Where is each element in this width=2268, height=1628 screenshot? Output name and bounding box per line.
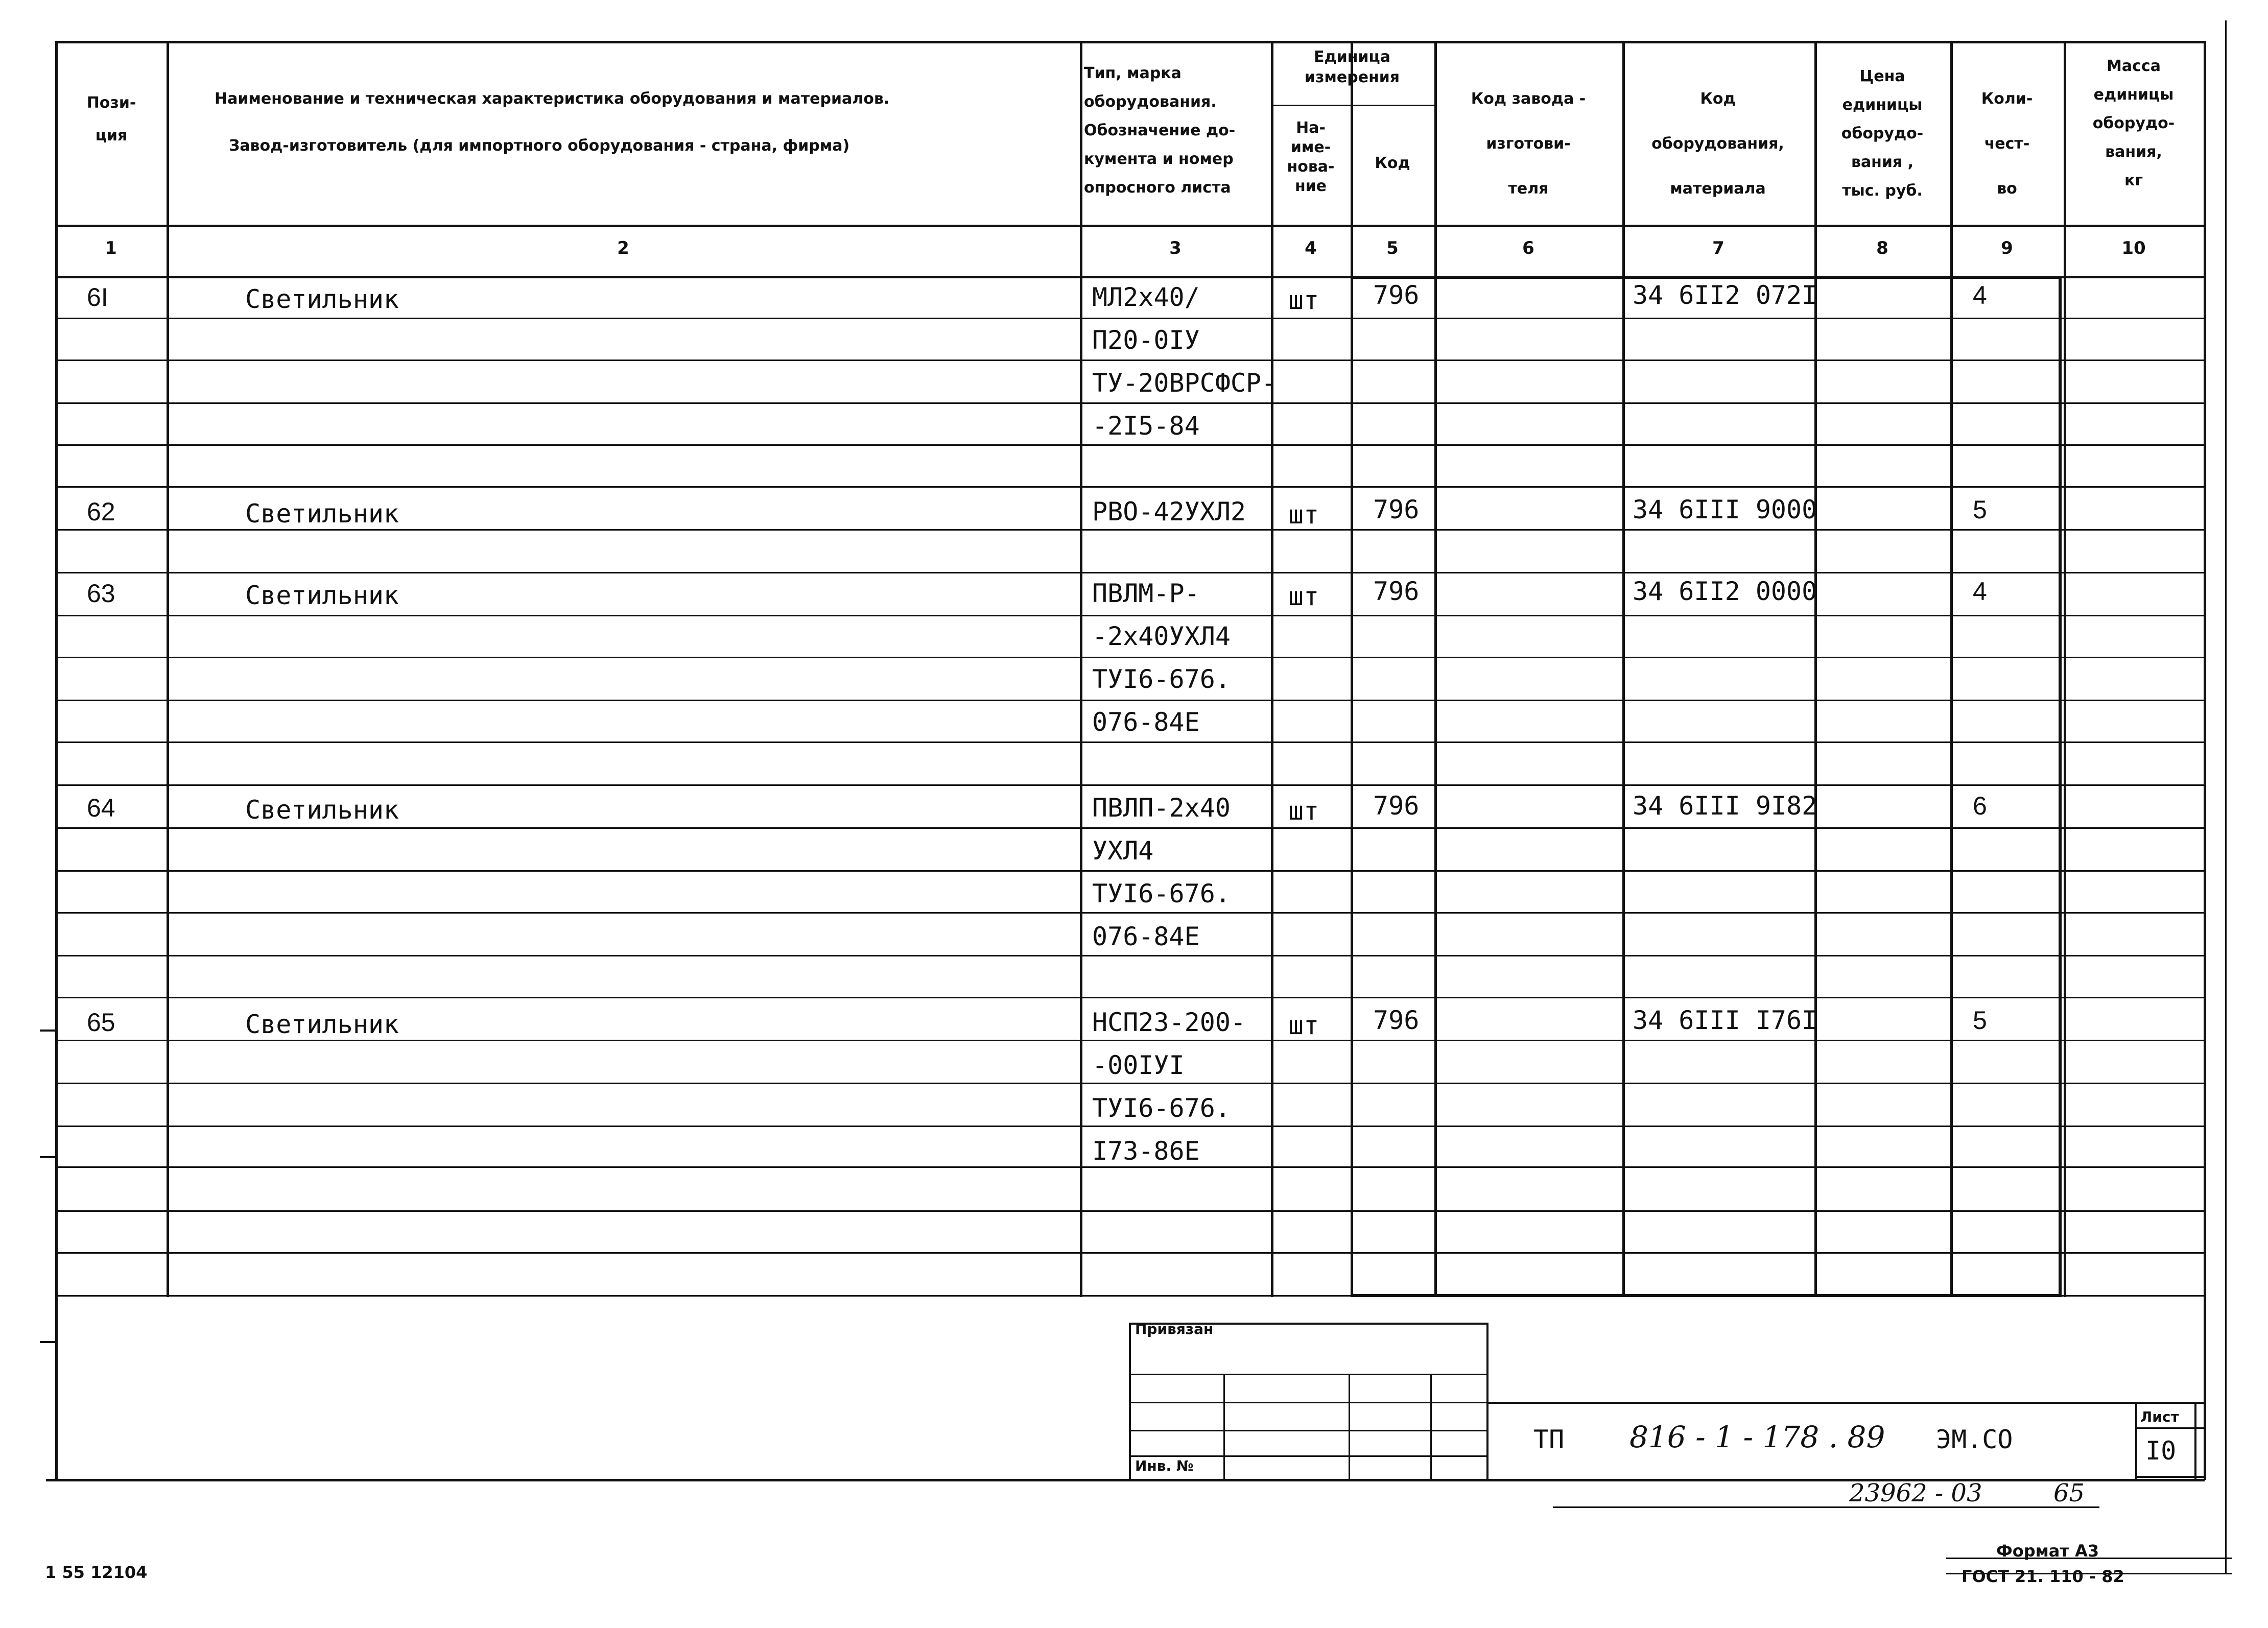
header-name-line2: Завод-изготовитель (для импортного оборудования - страна, фирма) [229,137,850,155]
grid-line [55,1040,2205,1041]
item-name: Светильник [245,795,399,825]
column-number: 6 [1522,238,1534,258]
grid-line [55,1126,2205,1127]
grid-line [1553,1506,2099,1508]
item-equipment-code: 34 6III 9I82 [1633,791,1817,821]
grid-line [55,1210,2205,1212]
grid-line [55,41,2206,43]
stamp-inv-label: Инв. № [1135,1457,1194,1474]
grid-line [1434,41,1437,1297]
header-text-line: изготови- [1486,135,1571,153]
item-position: 64 [87,794,115,822]
grid-line [1129,1374,1486,1375]
item-quantity: 5 [1973,1006,1987,1035]
grid-line [1129,1430,1486,1431]
grid-line [55,1083,2205,1084]
item-unit-code: 796 [1373,280,1420,310]
grid-line [55,615,2205,616]
header-text-line: во [1997,180,2017,198]
grid-line [1351,105,1352,225]
item-type-line: РВО-42УХЛ2 [1092,497,1246,526]
item-type-line: ПВЛМ-Р- [1092,579,1200,608]
item-unit: шт [1288,796,1319,826]
stamp-privyazan-label: Привязан [1135,1321,1214,1337]
grid-line [55,572,2205,573]
grid-line [1486,1402,2204,1404]
column-number: 5 [1386,238,1399,258]
item-unit-code: 796 [1373,791,1420,821]
column-number: 8 [1876,238,1888,258]
item-type-line: ТУI6-676. [1092,1093,1231,1123]
header-text-line: ция [95,127,128,145]
header-text-line: тыс. руб. [1842,182,1923,200]
header-text-line: нова- [1287,158,1335,176]
header-text-line: оборудо- [1841,125,1924,142]
grid-line [167,41,169,1297]
grid-line [55,225,2205,227]
grid-line [2225,20,2227,1573]
item-type-line: ТУI6-676. [1092,664,1231,694]
item-type-line: I73-86Е [1092,1136,1200,1166]
grid-line [55,486,2205,488]
header-text-line: име- [1290,138,1331,156]
header-text-line: опросного листа [1084,179,1231,197]
item-unit-code: 796 [1373,495,1420,524]
header-text-line: единицы [1842,96,1923,114]
grid-line [55,955,2205,956]
grid-line [55,784,2205,786]
grid-line [40,1341,57,1343]
stamp-tp: ТП [1533,1425,1565,1454]
grid-line [2204,41,2206,1480]
grid-line [2059,276,2062,1297]
item-type-line: 076-84Е [1092,707,1200,737]
item-position: 62 [87,497,115,526]
grid-line [55,997,2205,998]
grid-line [55,912,2205,914]
item-position: 6I [87,283,108,312]
header-unit-code: Код [1375,154,1410,172]
item-type-line: ТУI6-676. [1092,879,1231,908]
header-text-line: кг [2124,172,2143,189]
item-type-line: МЛ2х40/ [1092,282,1200,312]
format-label: Формат А3 [1996,1541,2099,1561]
grid-line [55,657,2205,658]
item-equipment-code: 34 6III I76I [1633,1005,1817,1035]
header-text-line: вания , [1851,153,1914,171]
item-name: Светильник [245,581,399,610]
item-type-line: 076-84Е [1092,922,1200,951]
header-text-line: оборудо- [2092,114,2175,132]
header-price [1814,62,1950,205]
grid-line [1129,1455,1486,1457]
item-unit-code: 796 [1373,577,1420,606]
header-text-line: Тип, марка [1084,64,1182,82]
grid-line [1351,1294,2060,1297]
grid-line [2135,1476,2204,1478]
item-position: 63 [87,579,115,608]
grid-line [55,529,2205,531]
column-number: 7 [1712,238,1724,258]
grid-line [2194,1402,2196,1479]
header-position [57,87,166,152]
header-text-line: Пози- [86,94,136,112]
grid-line [1351,276,2060,279]
grid-line [1223,1374,1225,1480]
header-mass [2064,52,2204,195]
header-name-line1: Наименование и техническая характеристика оборудования и материалов. [215,90,890,108]
grid-line [55,444,2205,446]
column-number: 3 [1169,238,1182,258]
grid-line [1814,41,1817,1297]
grid-line [1129,1402,1486,1403]
grid-line [1351,41,1353,1297]
grid-line [55,827,2205,829]
stamp-sheet-number: I0 [2145,1436,2177,1466]
item-equipment-code: 34 6II2 072I [1633,280,1817,310]
left-code: 1 55 12104 [45,1563,148,1582]
grid-line [55,741,2205,743]
item-position: 65 [87,1008,115,1037]
grid-line [2135,1427,2204,1429]
grid-line [55,870,2205,872]
header-type [1084,59,1273,202]
column-number: 1 [105,238,117,258]
grid-line [55,1166,2205,1168]
header-text-line: ние [1294,177,1327,195]
grid-line [55,318,2205,319]
grid-line [1129,1323,1131,1480]
stamp-doc-number: 816 - 1 - 178 . 89 [1629,1420,1885,1454]
grid-line [40,1156,57,1158]
item-equipment-code: 34 6II2 0000 [1633,577,1817,606]
item-unit: шт [1288,285,1319,315]
grid-line [1430,1374,1432,1480]
header-text-line: На- [1296,119,1326,137]
header-quantity [1950,77,2064,211]
archive-number: 23962 - 03 [1849,1479,1982,1507]
grid-line [40,1030,57,1032]
stamp-doc-suffix: ЭМ.СО [1936,1425,2013,1454]
item-type-line: УХЛ4 [1092,836,1154,866]
header-text-line: оборудования, [1651,135,1784,153]
item-type-line: -00IУI [1092,1050,1185,1080]
header-text-line: вания, [2105,143,2162,161]
item-unit: шт [1288,1011,1319,1040]
header-text-line: материала [1670,180,1766,198]
item-quantity: 4 [1973,281,1987,309]
grid-line [1349,1374,1350,1480]
header-text-line: Масса [2107,57,2161,75]
header-equipment-code [1622,77,1813,211]
grid-line [1271,41,1273,1297]
item-type-line: -2х40УХЛ4 [1092,621,1231,651]
grid-line [1080,41,1082,1297]
grid-line [1486,1323,1489,1480]
item-quantity: 6 [1973,792,1987,820]
header-unit-group [1271,47,1433,88]
item-unit: шт [1288,500,1319,530]
header-text-line: единицы [2093,86,2174,104]
grid-line [2135,1402,2137,1479]
item-quantity: 4 [1973,577,1987,606]
item-equipment-code: 34 6III 9000 [1633,495,1817,524]
column-number: 4 [1305,238,1317,258]
grid-line [55,1252,2205,1254]
column-number: 10 [2121,238,2146,258]
grid-line [55,360,2205,361]
grid-line [55,700,2205,701]
item-type-line: ТУ-20ВРСФСР- [1092,368,1277,398]
item-name: Светильник [245,1010,399,1039]
grid-line [1622,41,1625,1297]
stamp-sheet-label: Лист [2140,1408,2179,1425]
grid-line [55,402,2205,404]
grid-line [1950,41,1953,1297]
item-unit-code: 796 [1373,1005,1420,1035]
column-number: 2 [617,238,629,258]
header-text-line: Единица [1314,48,1390,66]
header-text-line: Обозначение до- [1084,122,1236,139]
header-factory-code [1434,77,1622,211]
header-text-line: чест- [1984,135,2030,153]
header-text-line: оборудования. [1084,93,1217,111]
column-number: 9 [2001,238,2013,258]
page-number: 65 [2053,1479,2085,1507]
item-name: Светильник [245,499,399,529]
header-text-line: Код [1700,90,1736,108]
header-text-line: Коли- [1981,90,2033,108]
header-unit-name [1271,118,1351,196]
header-text-line: кумента и номер [1084,150,1234,168]
item-type-line: -2I5-84 [1092,411,1200,441]
header-text-line: измерения [1304,68,1400,86]
header-text-line: Цена [1859,67,1905,85]
header-text-line: Код завода - [1471,90,1586,108]
item-unit: шт [1288,582,1319,611]
item-type-line: ПВЛП-2х40 [1092,793,1231,823]
item-type-line: НСП23-200- [1092,1008,1246,1037]
item-quantity: 5 [1973,495,1987,524]
gost-label: ГОСТ 21. 110 - 82 [1962,1567,2124,1586]
grid-line [2064,41,2066,1297]
header-text-line: теля [1508,180,1549,198]
item-type-line: П20-0IУ [1092,325,1200,355]
item-name: Светильник [245,284,399,314]
